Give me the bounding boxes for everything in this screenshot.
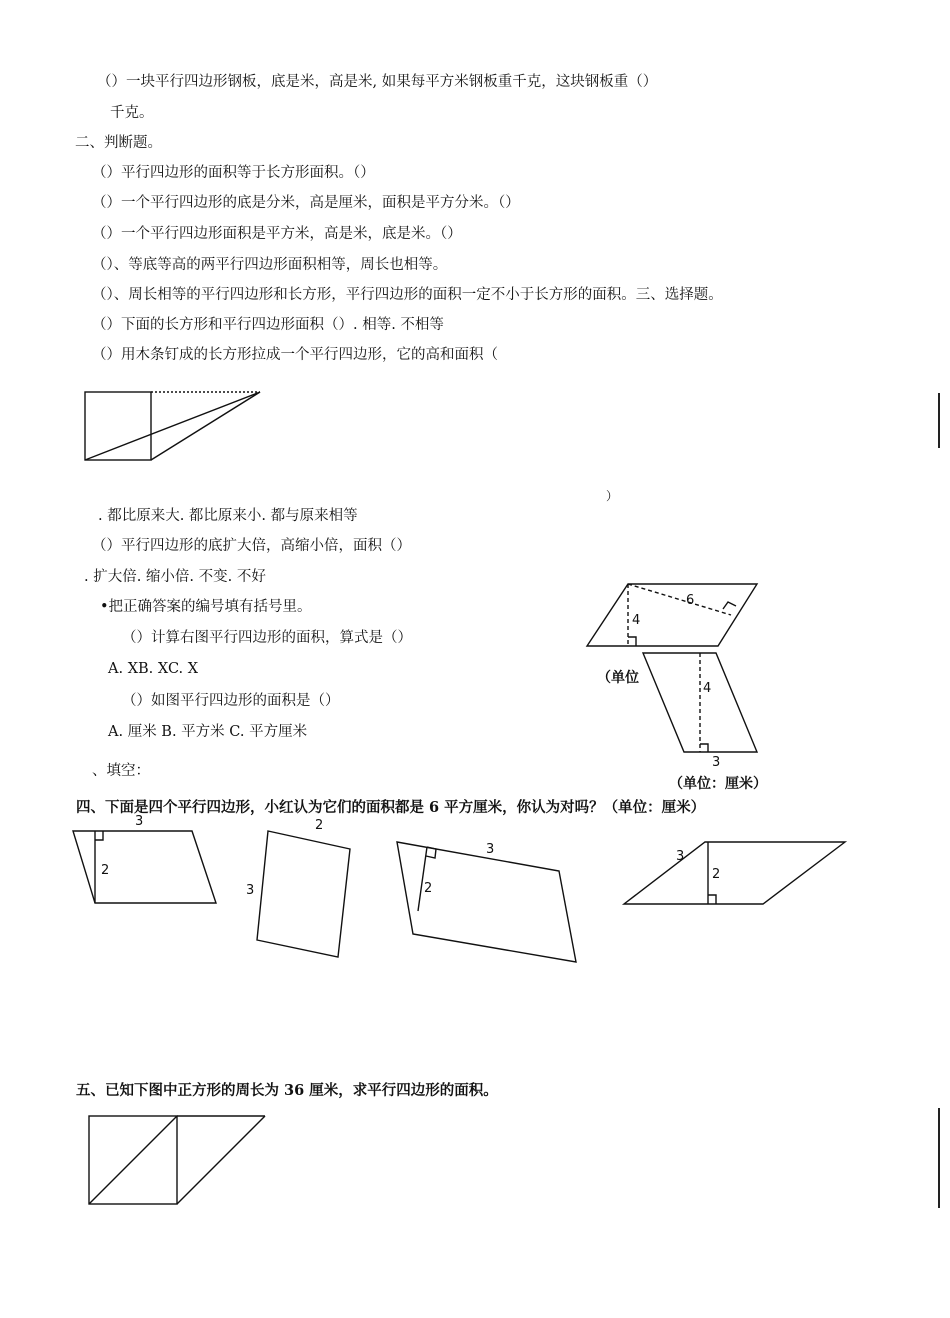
section-judgment-title: 二、判断题。	[75, 135, 162, 151]
choice-item-1: （）下面的长方形和平行四边形面积（）. 相等. 不相等	[92, 317, 444, 333]
square-parallelogram-figure	[89, 1116, 265, 1204]
p1-label-top: 3	[135, 814, 144, 829]
p4-label-height: 2	[712, 867, 721, 882]
judge-item-5: （）、周长相等的平行四边形和长方形，平行四边形的面积一定不小于长方形的面积。三、选择题。	[92, 287, 723, 303]
p3-label-height: 2	[424, 881, 433, 896]
choice-item-3-options: . 扩大倍. 缩小倍. 不变. 不好	[84, 569, 266, 585]
instruction-fill-code: •把正确答案的编号填有括号里。	[100, 599, 312, 615]
choice-item-4: （）计算右图平行四边形的面积，算式是（）	[122, 630, 412, 646]
label-height-four: 4	[703, 681, 712, 696]
section-four-title: 四、下面是四个平行四边形，小红认为它们的面积都是 6 平方厘米，你认为对吗？（单位：厘米）	[76, 799, 706, 816]
p1-label-height: 2	[101, 863, 110, 878]
judge-item-1: （）平行四边形的面积等于长方形面积。（）	[92, 165, 375, 181]
label-base-three: 3	[712, 755, 721, 770]
choice-item-3: （）平行四边形的底扩大倍，高缩小倍，面积（）	[92, 538, 411, 554]
parallelogram-2	[246, 818, 350, 957]
q-steel-plate-cont: 千克。	[110, 105, 154, 121]
judge-item-3: （）一个平行四边形面积是平方米，高是米，底是米。（）	[92, 226, 462, 242]
label-four: 4	[632, 613, 641, 628]
rect-parallelogram-figure	[85, 392, 260, 460]
unit-label-partial: （单位	[597, 670, 639, 686]
section-five-title: 五、已知下图中正方形的周长为 36 厘米，求平行四边形的面积。	[76, 1082, 498, 1099]
choice-item-2: （）用木条钉成的长方形拉成一个平行四边形，它的高和面积（	[92, 347, 498, 363]
choice-item-2-close-paren: ）	[606, 489, 619, 503]
right-bottom-parallelogram	[643, 653, 767, 792]
p2-label-side: 3	[246, 883, 255, 898]
section-fill-title: 、填空：	[92, 763, 150, 779]
right-top-parallelogram	[587, 584, 757, 686]
parallelogram-1	[73, 814, 216, 903]
p3-label-top: 3	[486, 842, 495, 857]
choice-item-5-options: A. 厘米 B. 平方米 C. 平方厘米	[108, 724, 308, 740]
choice-item-5: （）如图平行四边形的面积是（）	[122, 693, 340, 709]
p2-label-top: 2	[315, 818, 324, 833]
label-six: 6	[686, 593, 695, 608]
judge-item-4: （）、等底等高的两平行四边形面积相等，周长也相等。	[92, 257, 448, 273]
unit-label: （单位：厘米）	[669, 776, 767, 792]
p4-label-side: 3	[676, 849, 685, 864]
q-steel-plate: （）一块平行四边形钢板，底是米，高是米, 如果每平方米钢板重千克，这块钢板重（）	[97, 74, 658, 90]
choice-item-2-options: . 都比原来大. 都比原来小. 都与原来相等	[98, 508, 358, 524]
choice-item-4-options: A. XB. XC. X	[108, 661, 199, 677]
judge-item-2: （）一个平行四边形的底是分米，高是厘米，面积是平方分米。（）	[92, 195, 520, 211]
parallelogram-3	[397, 842, 576, 962]
parallelogram-4	[624, 842, 845, 904]
